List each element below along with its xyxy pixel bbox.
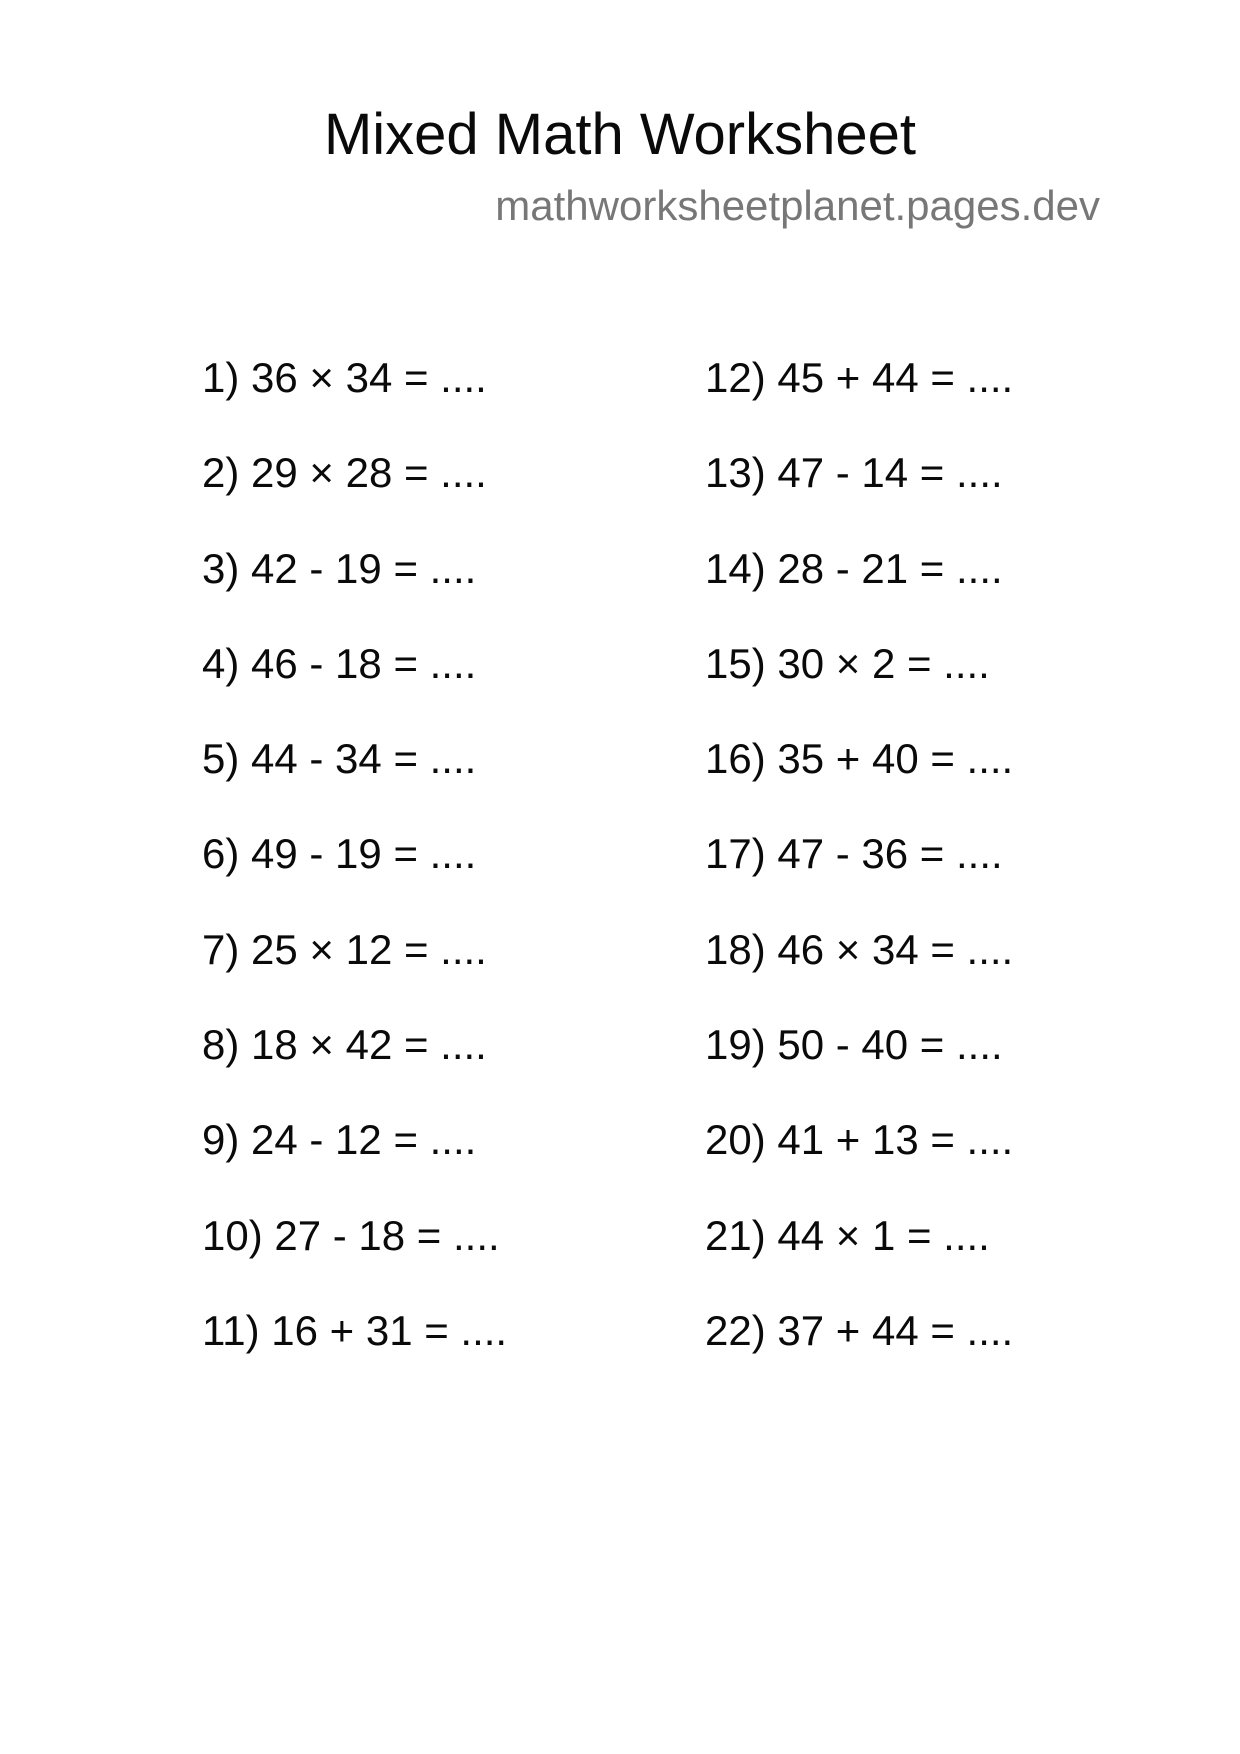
problem-22: 22) 37 + 44 = .... <box>705 1306 1014 1354</box>
problem-17: 17) 47 - 36 = .... <box>705 830 1003 878</box>
problem-8: 8) 18 × 42 = .... <box>202 1021 487 1069</box>
page-title: Mixed Math Worksheet <box>323 102 917 167</box>
problem-4: 4) 46 - 18 = .... <box>202 639 477 687</box>
problem-column-right <box>705 348 1013 1396</box>
problem-19: 19) 50 - 40 = .... <box>705 1021 1003 1069</box>
problem-18: 18) 46 × 34 = .... <box>705 925 1014 973</box>
problem-20: 20) 41 + 13 = .... <box>705 1116 1014 1164</box>
problem-2: 2) 29 × 28 = .... <box>202 449 487 497</box>
problem-13: 13) 47 - 14 = .... <box>705 449 1003 497</box>
problem-1: 1) 36 × 34 = .... <box>202 354 487 401</box>
problem-14: 14) 28 - 21 = .... <box>705 544 1003 592</box>
problem-16: 16) 35 + 40 = .... <box>705 735 1014 783</box>
problem-10: 10) 27 - 18 = .... <box>202 1211 500 1259</box>
problem-15: 15) 30 × 2 = .... <box>705 639 990 687</box>
problem-11: 11) 16 + 31 = .... <box>202 1306 508 1354</box>
problem-5: 5) 44 - 34 = .... <box>202 735 477 783</box>
problem-3: 3) 42 - 19 = .... <box>202 544 477 592</box>
problem-column-left <box>202 348 507 1396</box>
problem-7: 7) 25 × 12 = .... <box>202 925 487 973</box>
problem-6: 6) 49 - 19 = .... <box>202 830 477 878</box>
problem-21: 21) 44 × 1 = .... <box>705 1211 990 1259</box>
problem-12: 12) 45 + 44 = .... <box>705 354 1014 401</box>
problem-9: 9) 24 - 12 = .... <box>202 1116 477 1164</box>
problem-list <box>0 348 1240 1354</box>
site-url: mathworksheetplanet.pages.dev <box>495 182 1100 229</box>
